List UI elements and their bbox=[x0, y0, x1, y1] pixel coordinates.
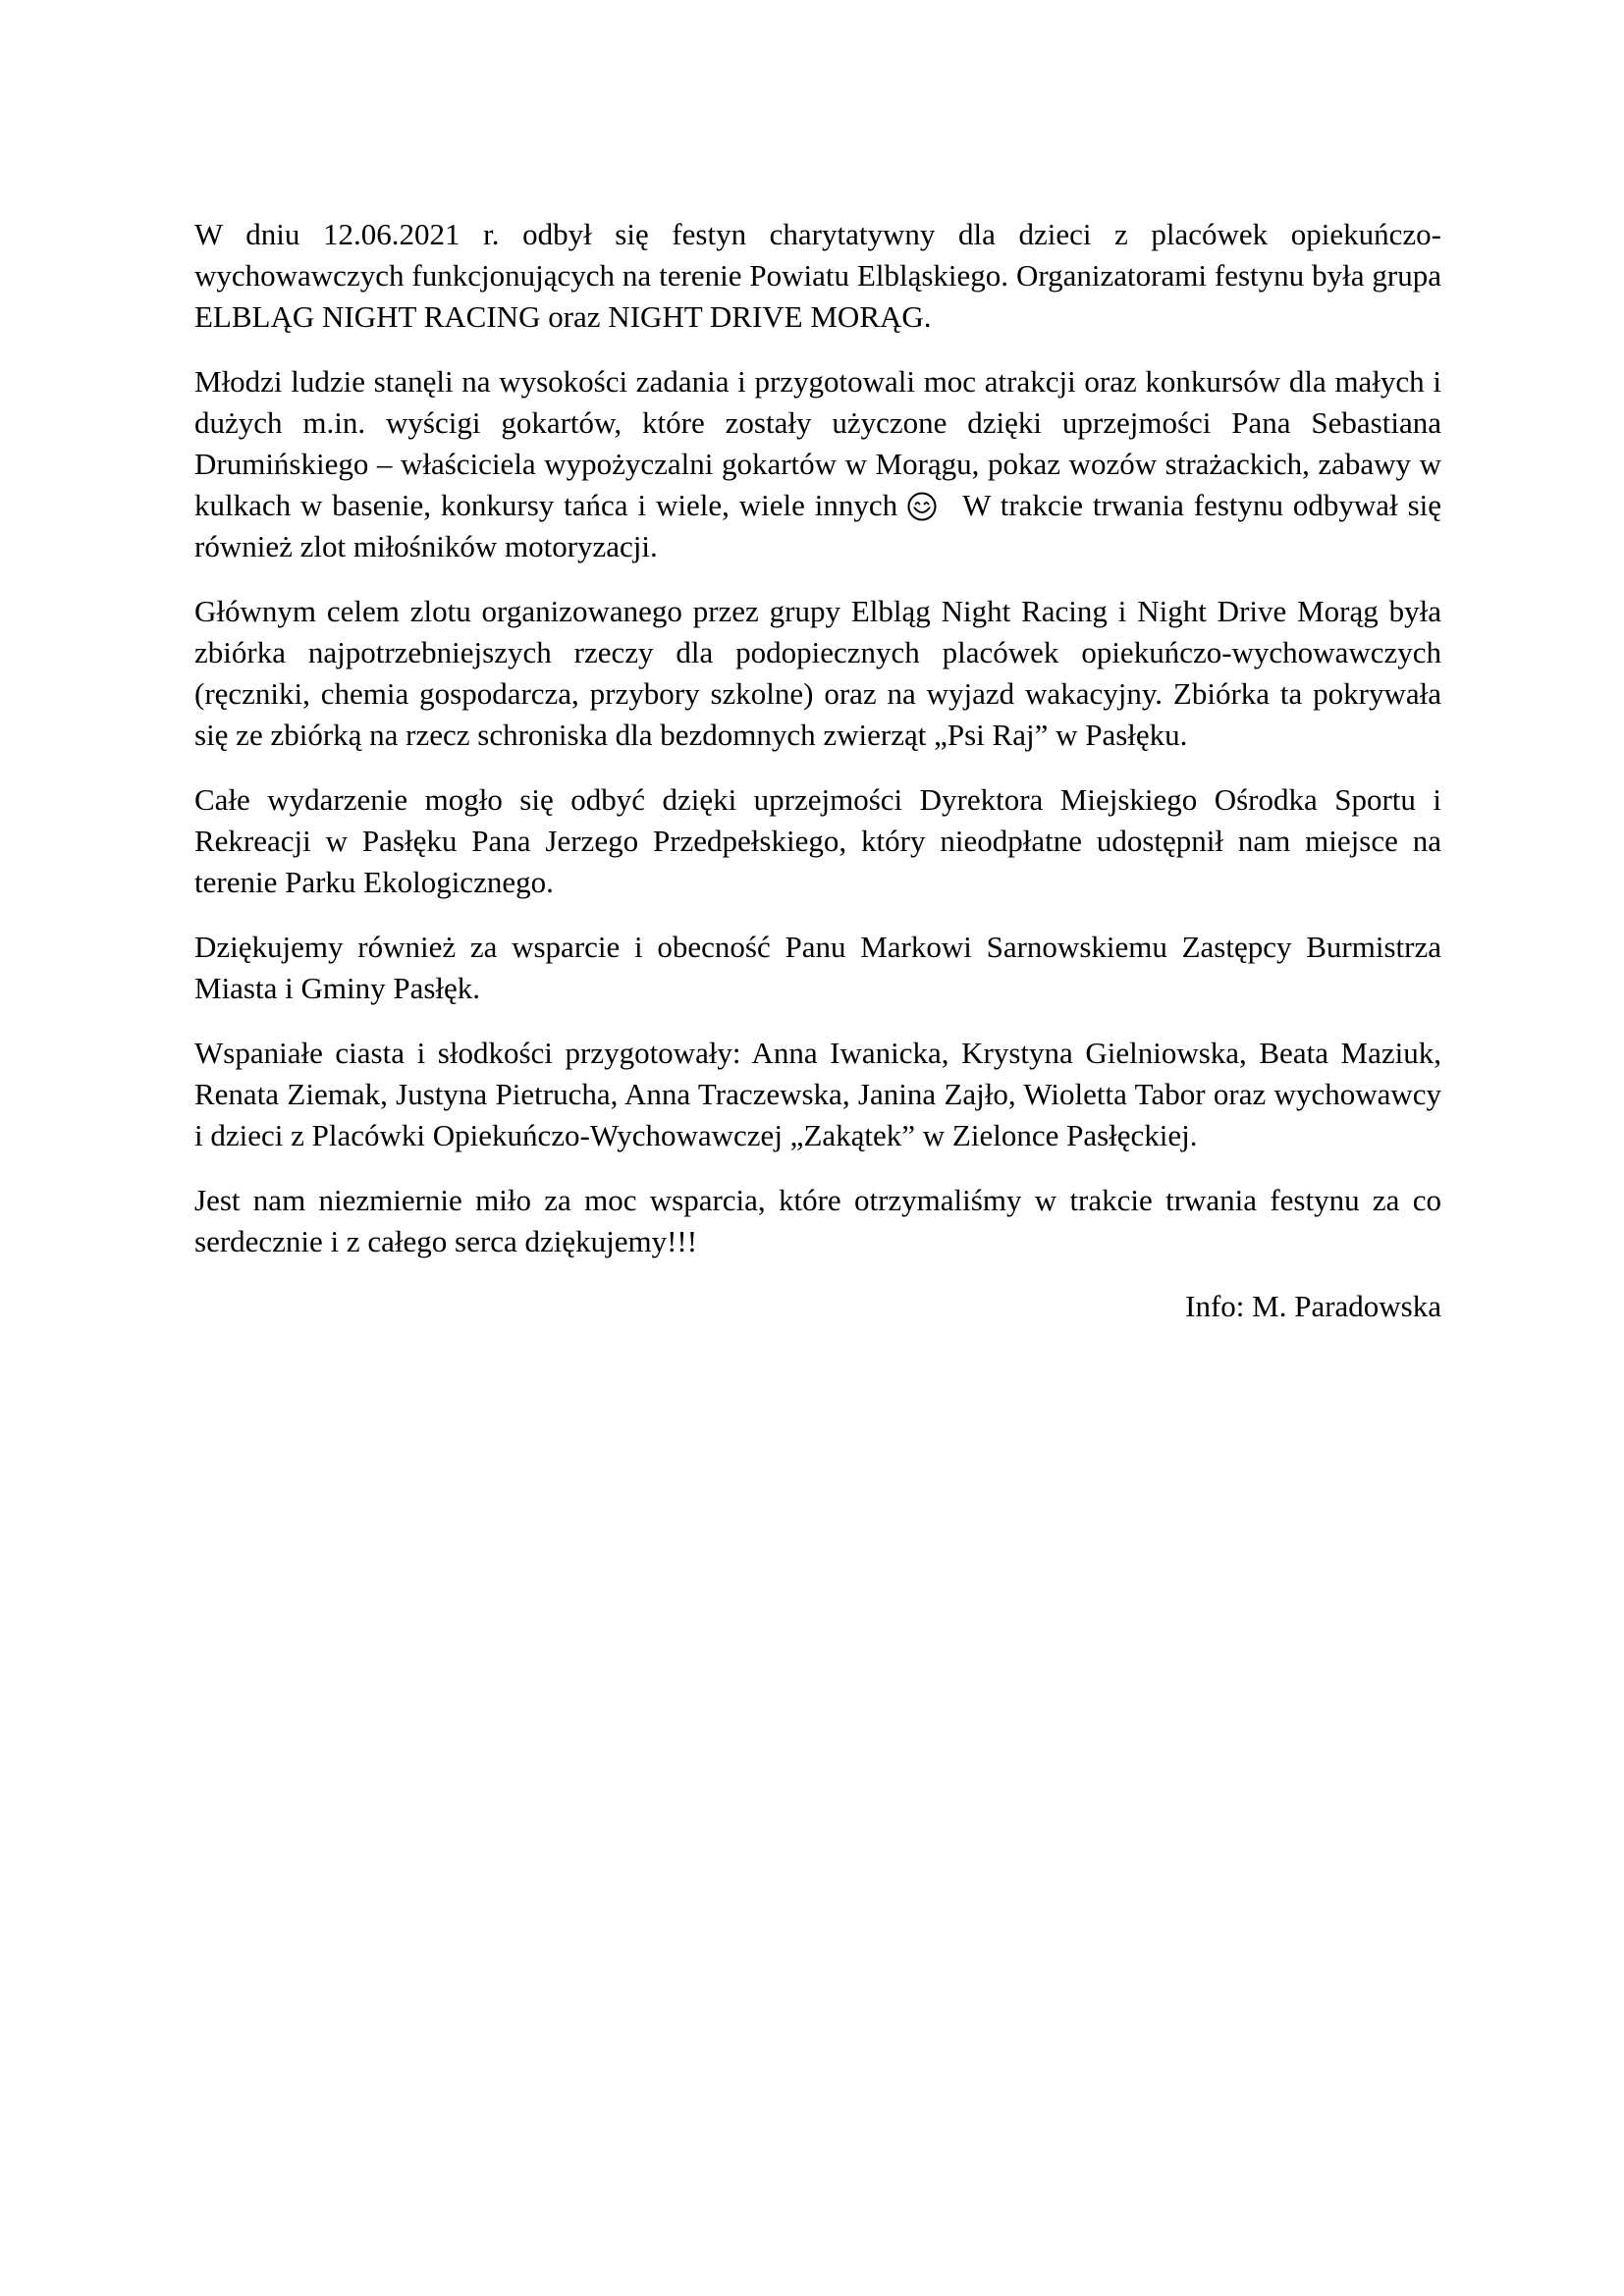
paragraph-venue-thanks: Całe wydarzenie mogło się odbyć dzięki uprzejmości Dyrektora Miejskiego Ośrodka Sportu i Rekreacji w Pasłęku Pana Jerzego Przedpełskiego, który nieodpłatne udostępnił nam miejsce na terenie Parku Ekologicznego. bbox=[194, 782, 1441, 899]
paragraph-bakers: Wspaniałe ciasta i słodkości przygotowały: Anna Iwanicka, Krystyna Gielniowska, Beata Maziuk, Renata Ziemak, Justyna Pietrucha, Anna Traczewska, Janina Zajło, Wioletta Tabor oraz wychowawcy i dzieci z Placówki Opiekuńczo-Wychowawczej „Zakątek” w Zielonce Pasłęckiej. bbox=[194, 1036, 1441, 1152]
signature: Info: M. Paradowska bbox=[1185, 1289, 1441, 1323]
document-page bbox=[194, 214, 1441, 1351]
paragraph-attractions bbox=[194, 361, 1441, 567]
paragraph-attractions-text-continued: W trakcie trwania festynu odbywał się również zlot miłośników motoryzacji. bbox=[194, 488, 1442, 563]
paragraph-closing-thanks: Jest nam niezmiernie miło za moc wsparcia, które otrzymaliśmy w trakcie trwania festynu za co serdecznie i z całego serca dziękujemy!!! bbox=[194, 1183, 1441, 1258]
paragraph-deputy-mayor-thanks: Dziękujemy również za wsparcie i obecność Panu Markowi Sarnowskiemu Zastępcy Burmistrza Miasta i Gminy Pasłęk. bbox=[194, 930, 1441, 1005]
paragraph-attractions-text: Młodzi ludzie stanęli na wysokości zadania i przygotowali moc atrakcji oraz konkursów dla małych i dużych m.in. wyścigi gokartów, które zostały użyczone dzięki uprzejmości Pana Sebastiana Drumińskiego – właściciela wypożyczalni gokartów w Morągu, pokaz wozów strażackich, zabawy w kulkach w basenie, konkursy tańca i wiele, wiele innych bbox=[194, 364, 1441, 522]
paragraph-event-intro: W dniu 12.06.2021 r. odbył się festyn charytatywny dla dzieci z placówek opiekuńczo-wychowawczych funkcjonujących na terenie Powiatu Elbląskiego. Organizatorami festynu była grupa ELBLĄG NIGHT RACING oraz NIGHT DRIVE MORĄG. bbox=[194, 217, 1441, 334]
paragraph-collection-goal: Głównym celem zlotu organizowanego przez grupy Elbląg Night Racing i Night Drive Morąg była zbiórka najpotrzebniejszych rzeczy dla podopiecznych placówek opiekuńczo-wychowawczych (ręczniki, chemia gospodarcza, przybory szkolne) oraz na wyjazd wakacyjny. Zbiórka ta pokrywała się ze zbiórką na rzecz schroniska dla bezdomnych zwierząt „Psi Raj” w Pasłęku. bbox=[194, 594, 1441, 752]
smiling-face-icon bbox=[907, 492, 937, 521]
